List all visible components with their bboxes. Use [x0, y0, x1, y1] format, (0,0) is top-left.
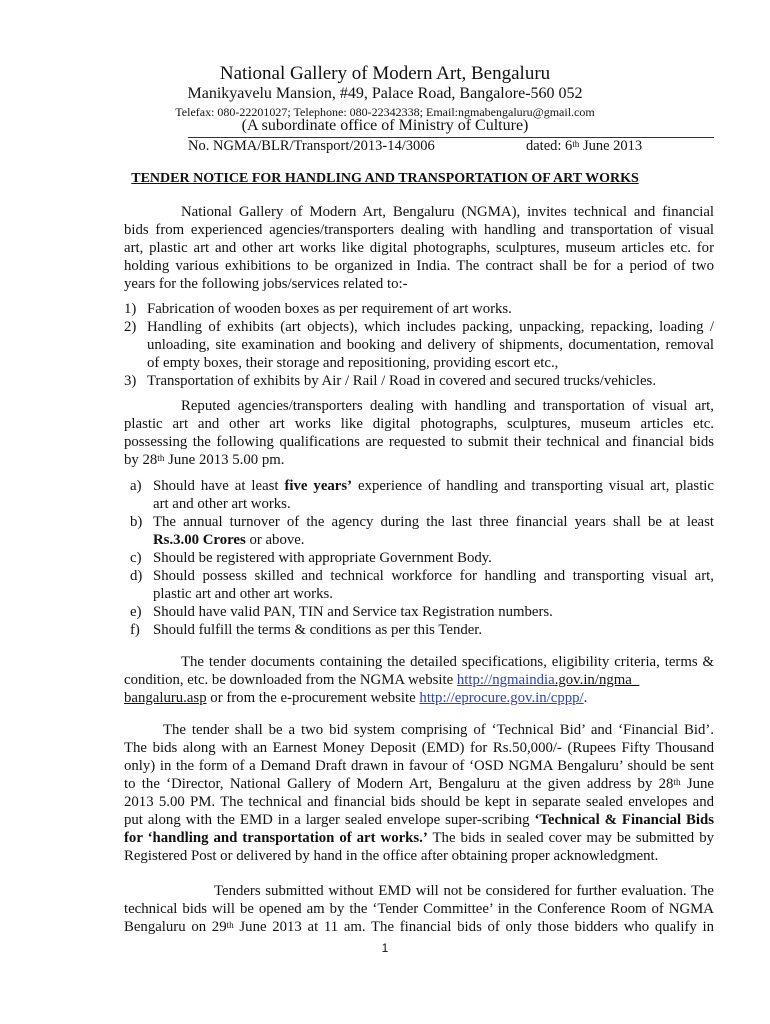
- qualification-item: Should be registered with appropriate Government Body.: [153, 550, 492, 566]
- bidsystem-line: only) in the form of a Demand Draft drawn in favour of ‘OSD NGMA Bengaluru’ should be sent: [124, 758, 714, 774]
- intro-line: holding various exhibitions to be organized in India. The contract shall be for a period of two: [124, 258, 714, 274]
- org-name: National Gallery of Modern Art, Bengaluru: [219, 63, 551, 84]
- service-item: Handling of exhibits (art objects), which includes packing, unpacking, repacking, loading /: [147, 319, 714, 335]
- eprocure-link[interactable]: http://eprocure.gov.in/cppp/: [419, 690, 584, 706]
- list-marker: a): [130, 478, 142, 494]
- list-marker: c): [130, 550, 142, 566]
- evaluation-line: technical bids will be opened am by the ‘Tender Committee’ in the Conference Room of NGMA: [124, 901, 714, 917]
- documents-line: condition, etc. be downloaded from the NGMA website http://ngmaindia.gov.in/ngma_: [124, 672, 640, 688]
- service-item: unloading, site examination and booking and delivery of shipments, documentation, removal: [147, 337, 714, 353]
- ngma-website-link[interactable]: http://ngmaindia: [456, 672, 555, 688]
- qualification-item: plastic art and other art works.: [153, 586, 333, 602]
- bidsystem-line: The tender shall be a two bid system comprising of ‘Technical Bid’ and ‘Financial Bid’.: [163, 722, 714, 738]
- notice-date: dated: 6th June 2013: [526, 138, 643, 154]
- qualification-item: Should have at least five years’ experience of handling and transporting visual art, plastic: [153, 478, 714, 494]
- qualification-item: art and other art works.: [153, 496, 291, 512]
- qualification-item: Should have valid PAN, TIN and Service tax Registration numbers.: [153, 604, 553, 620]
- org-contact: Telefax: 080-22201027; Telephone: 080-22342338; Email:ngmabengaluru@gmail.com: [175, 105, 595, 119]
- intro-line: years for the following jobs/services related to:-: [124, 276, 408, 292]
- service-item: Fabrication of wooden boxes as per requirement of art works.: [147, 301, 512, 317]
- list-marker: 1): [124, 301, 137, 317]
- intro-line: National Gallery of Modern Art, Bengaluru (NGMA), invites technical and financial: [181, 204, 714, 220]
- list-marker: d): [130, 568, 143, 584]
- bidsystem-line: to the ‘Director, National Gallery of Modern Art, Bengaluru at the given address by 28th June: [124, 776, 715, 792]
- ngma-website-link-rest[interactable]: .gov.in/ngma_: [554, 672, 640, 688]
- service-item: of empty boxes, their storage and repositioning, providing escort etc.,: [147, 355, 559, 371]
- intro-line: art, plastic art and other art works like digital photographs, sculptures, museum articles etc. for: [124, 240, 714, 256]
- documents-line: bangaluru.asp or from the e-procurement website http://eprocure.gov.in/cppp/.: [124, 690, 588, 706]
- list-marker: b): [130, 514, 143, 530]
- qualification-item: Rs.3.00 Crores or above.: [153, 532, 305, 548]
- documents-line: The tender documents containing the detailed specifications, eligibility criteria, terms &: [181, 654, 714, 670]
- list-marker: 2): [124, 319, 137, 335]
- reputed-line: Reputed agencies/transporters dealing with handling and transportation of visual art,: [181, 398, 714, 414]
- org-subordinate: (A subordinate office of Ministry of Culture): [241, 117, 529, 134]
- intro-line: bids from experienced agencies/transporters dealing with handling and transportation of visual: [124, 222, 714, 238]
- bidsystem-line: put along with the EMD in a larger sealed envelope super-scribing ‘Technical & Financial Bids: [124, 812, 715, 828]
- list-marker: f): [130, 622, 140, 638]
- bidsystem-line: for ‘handling and transportation of art works.’ The bids in sealed cover may be submitted by: [124, 830, 714, 846]
- evaluation-line: Tenders submitted without EMD will not be considered for further evaluation. The: [214, 883, 714, 899]
- evaluation-line: Bengaluru on 29th June 2013 at 11 am. The financial bids of only those bidders who qualify in: [124, 919, 714, 935]
- list-marker: e): [130, 604, 142, 620]
- service-item: Transportation of exhibits by Air / Rail / Road in covered and secured trucks/vehicles.: [147, 373, 657, 389]
- list-marker: 3): [124, 373, 137, 389]
- qualification-item: Should possess skilled and technical workforce for handling and transporting visual art,: [153, 568, 714, 584]
- reputed-line: possessing the following qualifications are requested to submit their technical and financial bids: [124, 434, 714, 450]
- notice-title: TENDER NOTICE FOR HANDLING AND TRANSPORTATION OF ART WORKS: [131, 171, 639, 186]
- page-number: 1: [381, 941, 389, 955]
- ngma-website-link-page[interactable]: bangaluru.asp: [124, 690, 207, 706]
- org-address: Manikyavelu Mansion, #49, Palace Road, Bangalore-560 052: [187, 85, 583, 102]
- reputed-line: plastic art and other art works like digital photographs, sculptures, museum articles etc.: [124, 416, 714, 432]
- qualification-item: The annual turnover of the agency during the last three financial years shall be at least: [153, 514, 714, 530]
- reference-number: No. NGMA/BLR/Transport/2013-14/3006: [188, 138, 435, 154]
- reputed-line: by 28th June 2013 5.00 pm.: [124, 452, 285, 468]
- qualification-item: Should fulfill the terms & conditions as per this Tender.: [153, 622, 483, 638]
- bidsystem-line: 2013 5.00 PM. The technical and financial bids should be kept in separate sealed envelopes and: [124, 794, 714, 810]
- bidsystem-line: Registered Post or delivered by hand in the office after obtaining proper acknowledgment.: [124, 848, 659, 864]
- bidsystem-line: The bids along with an Earnest Money Deposit (EMD) for Rs.50,000/- (Rupees Fifty Thousand: [124, 740, 714, 756]
